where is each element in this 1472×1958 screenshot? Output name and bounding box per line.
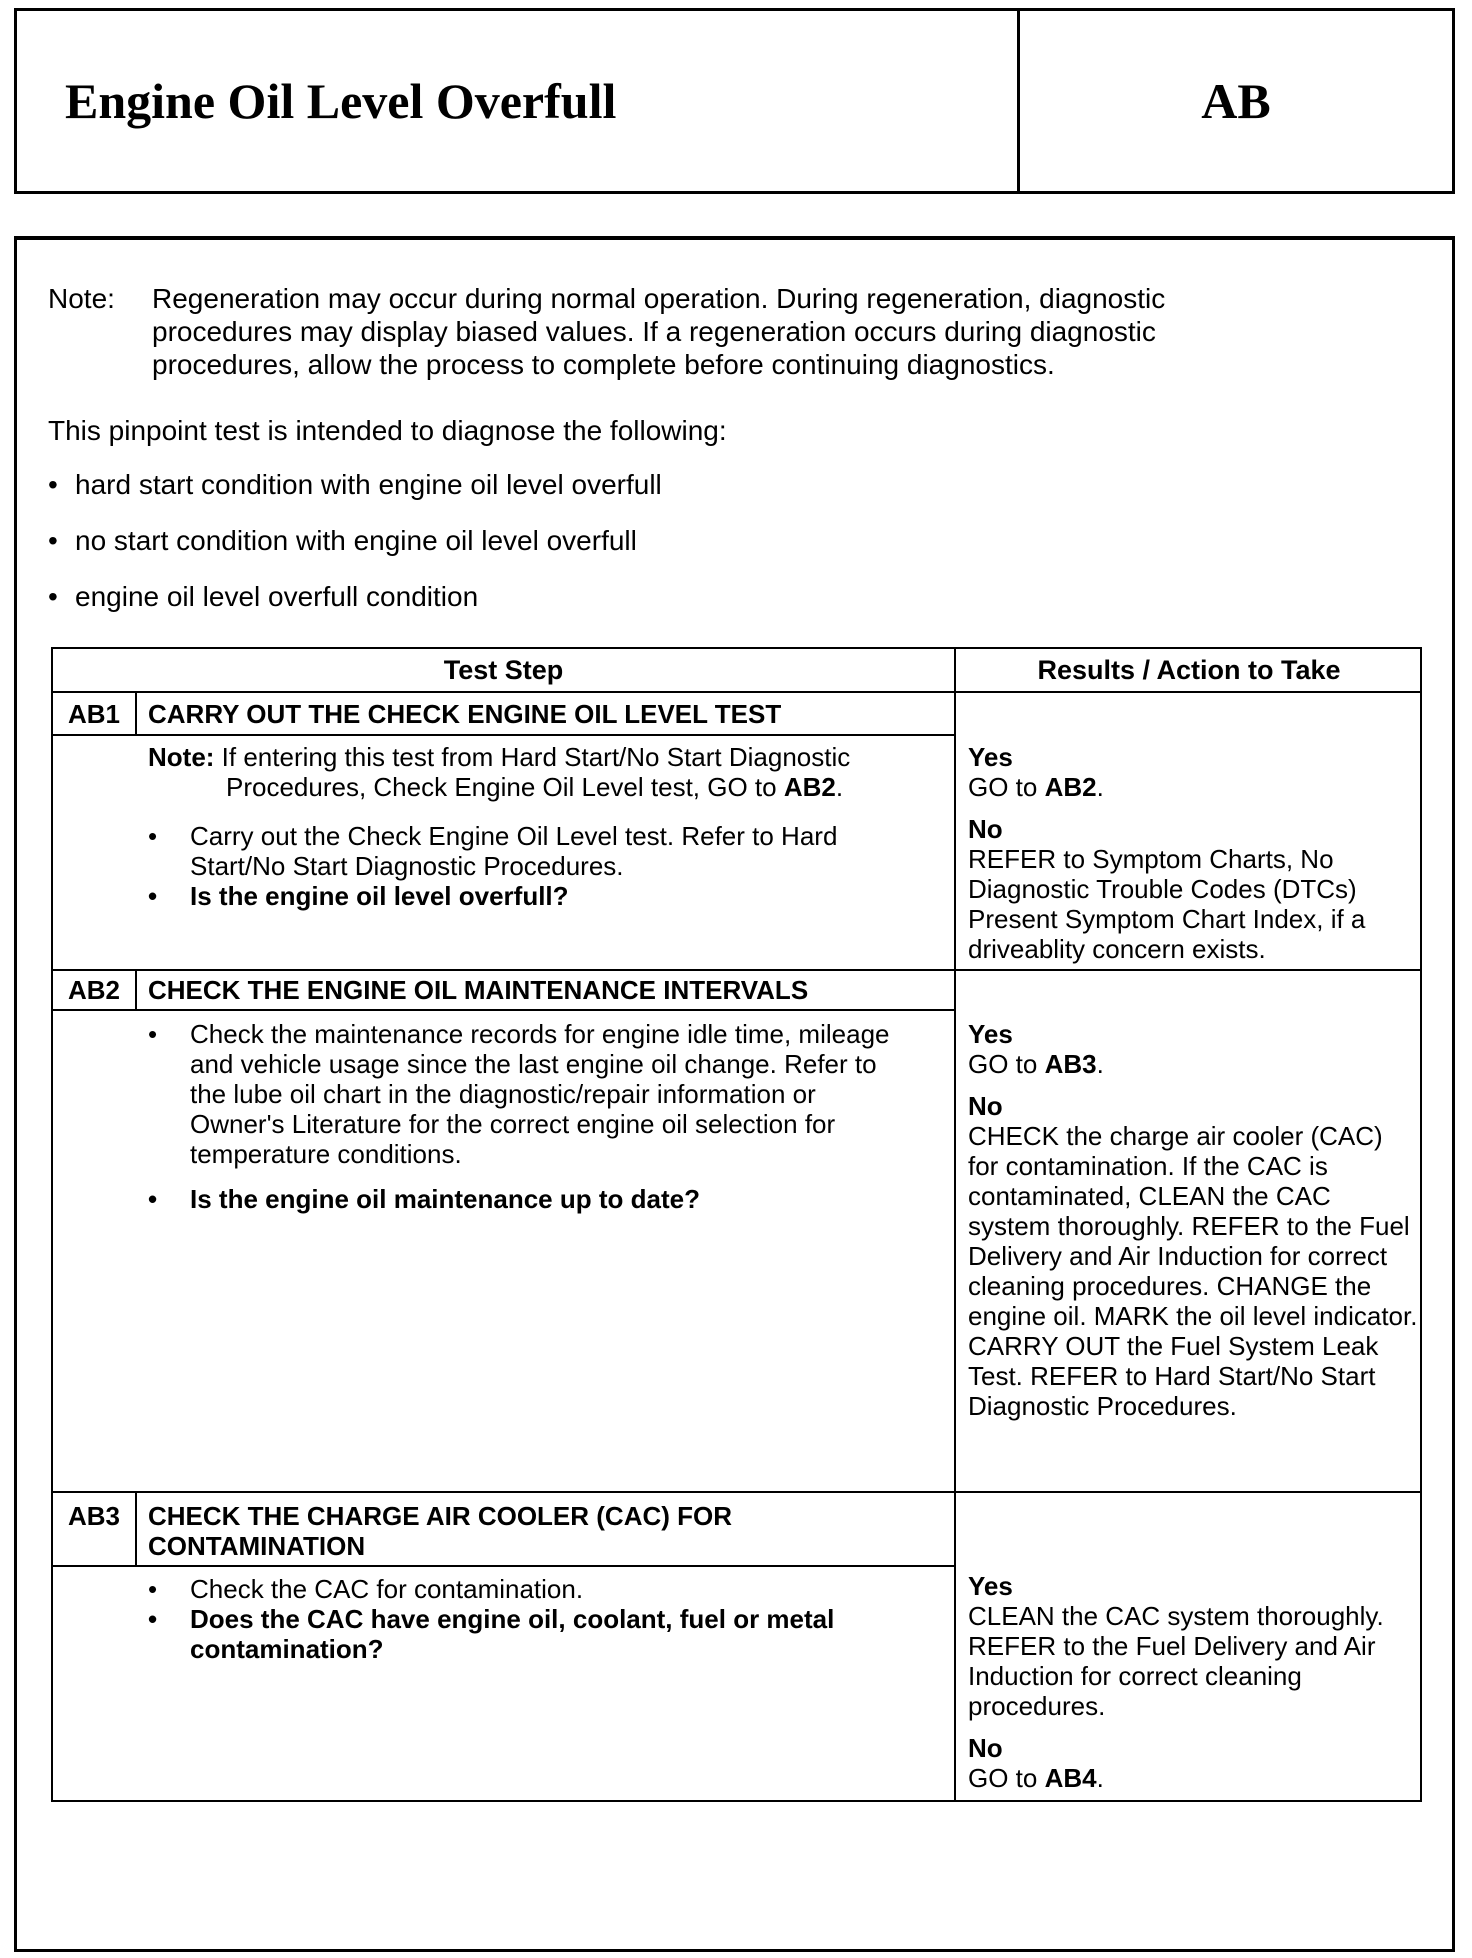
step-note-ref: AB2 xyxy=(783,772,836,802)
result-yes-label: Yes xyxy=(968,1019,1013,1049)
bullet-icon: • xyxy=(48,581,58,612)
test-step-table xyxy=(51,647,1422,1802)
result-no-label: No xyxy=(968,1091,1003,1121)
step-title-divider xyxy=(53,734,954,736)
code-divider xyxy=(135,1493,137,1565)
step-question: • Is the engine oil level overfull? xyxy=(148,881,569,911)
result-no-label: No xyxy=(968,1733,1003,1763)
result-yes-label: Yes xyxy=(968,1571,1013,1601)
intro-text: This pinpoint test is intended to diagnose the following: xyxy=(48,415,727,446)
result-no-label: No xyxy=(968,814,1003,844)
bullet-icon: • xyxy=(148,1184,158,1214)
step-code: AB3 xyxy=(67,1501,120,1531)
bullet-icon: • xyxy=(148,1604,158,1634)
step-action: • Check the maintenance records for engine idle time, mileage and vehicle usage since the last engine oil change. Refer to the lube oil chart in the diagnostic/repair information or Owner's Literature for the correct engine oil selection for temperature conditions. xyxy=(148,1019,890,1169)
step-title-divider xyxy=(53,1565,954,1567)
row-divider xyxy=(53,1491,1420,1493)
step-question: • Is the engine oil maintenance up to date? xyxy=(148,1184,700,1214)
code-divider xyxy=(135,693,137,734)
list-item: • hard start condition with engine oil level overfull xyxy=(48,469,662,500)
bullet-icon: • xyxy=(148,1019,158,1049)
step-question: • Does the CAC have engine oil, coolant, fuel or metal contamination? xyxy=(148,1604,835,1664)
step-result: Yes CLEAN the CAC system thoroughly. REFER to the Fuel Delivery and Air Induction for correct cleaning procedures. No GO to AB4. xyxy=(968,1571,1418,1793)
row-divider xyxy=(53,969,1420,971)
column-divider xyxy=(954,649,956,1800)
note-label: Note: xyxy=(48,283,115,314)
step-action: • Carry out the Check Engine Oil Level test. Refer to Hard Start/No Start Diagnostic Procedures. xyxy=(148,821,838,881)
regeneration-note xyxy=(48,282,1298,381)
step-result: Yes GO to AB3. No CHECK the charge air cooler (CAC) for contamination. If the CAC is contaminated, CLEAN the CAC system thoroughly. REFER to the Fuel Delivery and Air Induction for correct cleaning procedures. CHANGE the engine oil. MARK the oil level indicator. CARRY OUT the Fuel System Leak Test. REFER to Hard Start/No Start Diagnostic Procedures. xyxy=(968,1019,1418,1421)
step-title-divider xyxy=(53,1009,954,1011)
step-code: AB1 xyxy=(67,699,120,729)
section-code: AB xyxy=(1017,11,1452,191)
step-title: CHECK THE ENGINE OIL MAINTENANCE INTERVALS xyxy=(148,975,809,1005)
bullet-icon: • xyxy=(48,469,58,500)
column-header-test-step: Test Step xyxy=(443,654,564,685)
bullet-icon: • xyxy=(48,525,58,556)
step-result: Yes GO to AB2. No REFER to Symptom Charts, No Diagnostic Trouble Codes (DTCs) Present Symptom Chart Index, if a driveablity concern exists. xyxy=(968,742,1418,964)
page-header xyxy=(14,8,1455,194)
list-item: • no start condition with engine oil level overfull xyxy=(48,525,637,556)
note-text: Regeneration may occur during normal operation. During regeneration, diagnostic procedures may display biased values. If a regeneration occurs during diagnostic procedures, allow the process to complete before continuing diagnostics. xyxy=(152,283,1166,380)
step-title: CARRY OUT THE CHECK ENGINE OIL LEVEL TEST xyxy=(148,699,782,729)
page-title: Engine Oil Level Overfull xyxy=(65,73,617,129)
result-yes-text: CLEAN the CAC system thoroughly. REFER to the Fuel Delivery and Air Induction for correct cleaning procedures. xyxy=(968,1601,1384,1721)
step-title: CHECK THE CHARGE AIR COOLER (CAC) FOR CONTAMINATION xyxy=(148,1501,733,1561)
result-no-text: CHECK the charge air cooler (CAC) for contamination. If the CAC is contaminated, CLEAN the CAC system thoroughly. REFER to the Fuel Delivery and Air Induction for correct cleaning procedures. CHANGE the engine oil. MARK the oil level indicator. CARRY OUT the Fuel System Leak Test. REFER to Hard Start/No Start Diagnostic Procedures. xyxy=(968,1121,1418,1421)
column-header-results: Results / Action to Take xyxy=(1037,654,1341,685)
result-yes-label: Yes xyxy=(968,742,1013,772)
code-divider xyxy=(135,971,137,1009)
list-item: • engine oil level overfull condition xyxy=(48,581,479,612)
bullet-icon: • xyxy=(148,821,158,851)
step-note-label: Note: xyxy=(148,742,215,772)
step-note: Note: If entering this test from Hard Start/No Start Diagnostic Procedures, Check Engine Oil Level test, GO to AB2. xyxy=(148,742,851,802)
bullet-icon: • xyxy=(148,1574,158,1604)
step-action: • Check the CAC for contamination. xyxy=(148,1574,584,1604)
step-code: AB2 xyxy=(67,975,120,1005)
bullet-icon: • xyxy=(148,881,158,911)
result-no-text: REFER to Symptom Charts, No Diagnostic Trouble Codes (DTCs) Present Symptom Chart Index, if a driveablity concern exists. xyxy=(968,844,1366,964)
header-divider xyxy=(53,691,1420,693)
